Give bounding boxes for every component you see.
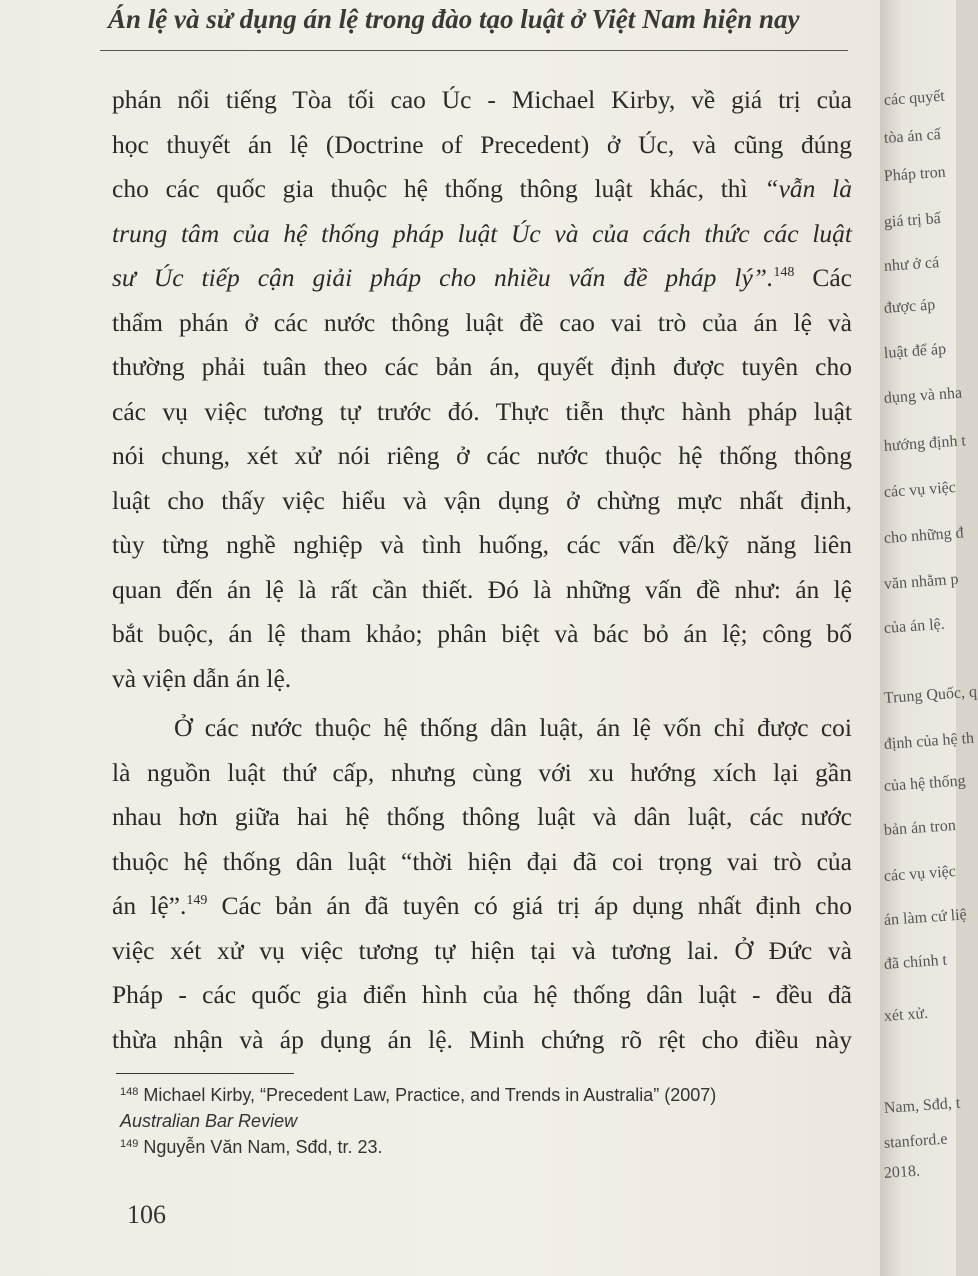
text-line: và viện dẫn án lệ. (112, 663, 292, 693)
right-page-edge (880, 0, 978, 1276)
right-page-fragment: các quyết (883, 87, 946, 109)
right-page-fragment: như ở cá (883, 254, 940, 275)
text-span: án lệ”. (112, 891, 187, 920)
footnote-ref-148: 148 (773, 265, 795, 280)
footnote-rule (116, 1073, 294, 1074)
footnote-number: 148 (120, 1086, 139, 1098)
footnote-148 (120, 1082, 856, 1108)
right-page-fragment: Pháp tron (883, 163, 947, 185)
text-line: luật cho thấy việc hiểu và vận dụng ở chừng mực nhất định, (112, 485, 852, 515)
text-line: phán nổi tiếng Tòa tối cao Úc - Michael Kirby, về giá trị của (112, 85, 852, 114)
text-line (112, 167, 852, 212)
right-page-fragment: Nam, Sđd, t (883, 1094, 961, 1117)
right-page-fragment: được áp (883, 296, 936, 317)
right-page-fragment: 2018. (883, 1162, 921, 1182)
right-page-fragment: bản án tron (883, 817, 957, 839)
right-page-fragment: các vụ việc (883, 863, 957, 885)
right-page-fragment: định của hệ th (883, 729, 975, 753)
right-page-fragment: Trung Quốc, q (883, 683, 978, 707)
text-line: học thuyết án lệ (Doctrine of Precedent) ở Úc, và cũng đúng (112, 129, 852, 159)
right-page-fragment: luật để áp (883, 340, 947, 362)
italic-quote-line: trung tâm của hệ thống pháp luật Úc và của cách thức các luật (112, 218, 852, 248)
right-page-fragment: của hệ thống (883, 772, 967, 795)
text-line: thẩm phán ở các nước thông luật đề cao vai trò của án lệ và (112, 307, 852, 337)
page-number: 106 (127, 1200, 166, 1229)
text-line: là nguồn luật thứ cấp, nhưng cùng với xu hướng xích lại gần (112, 757, 852, 787)
running-header: Án lệ và sử dụng án lệ trong đào tạo luật ở Việt Nam hiện nay (108, 4, 800, 34)
footnotes (120, 1082, 856, 1160)
footnote-number: 149 (120, 1138, 139, 1150)
text-line (112, 884, 852, 929)
right-page-fragment: xét xử. (883, 1004, 929, 1025)
footnote-148-journal: Australian Bar Review (120, 1111, 298, 1131)
text-line: việc xét xử vụ việc tương tự hiện tại và tương lai. Ở Đức và (112, 935, 852, 965)
text-span: Các bản án đã tuyên có giá trị áp dụng nhất định cho (207, 891, 852, 920)
right-page-fragment: hướng định t (883, 432, 967, 455)
footnote-text: Nguyễn Văn Nam, Sđd, tr. 23. (138, 1137, 383, 1157)
text-line: Ở các nước thuộc hệ thống dân luật, án lệ vốn chỉ được coi (174, 713, 852, 742)
text-line: bắt buộc, án lệ tham khảo; phân biệt và bác bỏ án lệ; công bố (112, 619, 852, 648)
text-line: các vụ việc tương tự trước đó. Thực tiễn thực hành pháp luật (112, 396, 852, 426)
text-line: tùy từng nghề nghiệp và tình huống, các vấn đề/kỹ năng liên (112, 530, 852, 559)
italic-quote: sư Úc tiếp cận giải pháp cho nhiều vấn đề pháp lý”. (112, 263, 774, 292)
footnote-text: Michael Kirby, “Precedent Law, Practice, and Trends in Australia” (2007) (138, 1085, 717, 1105)
right-page-fragment: giá trị bấ (883, 210, 942, 231)
right-page-fragment: stanford.e (883, 1130, 948, 1152)
text-line: thừa nhận và áp dụng án lệ. Minh chứng rõ rệt cho điều này (112, 1024, 852, 1054)
text-line: thường phải tuân theo các bản án, quyết định được tuyên cho (112, 352, 852, 381)
right-page-fragment: của án lệ. (883, 615, 946, 637)
text-line: nhau hơn giữa hai hệ thống thông luật và dân luật, các nước (112, 802, 852, 831)
body-text (112, 78, 852, 1062)
right-page-fragment: dụng và nha (883, 384, 963, 407)
italic-quote: “vẫn là (764, 174, 852, 203)
footnote-149 (120, 1134, 856, 1160)
right-page-fragment: các vụ việc (883, 479, 957, 501)
paragraph-1 (112, 78, 852, 701)
header-rule (100, 50, 848, 51)
paragraph-2 (112, 706, 852, 1062)
text-line: thuộc hệ thống dân luật “thời hiện đại đã coi trọng vai trò của (112, 846, 852, 876)
text-line (112, 256, 852, 301)
right-page-fragment: án làm cứ liệ (883, 906, 968, 929)
right-page-fragment: đã chính t (883, 951, 948, 973)
right-page-fragment: văn nhằm p (883, 570, 960, 593)
right-page-fragment: tòa án cấ (883, 126, 942, 147)
text-span: cho các quốc gia thuộc hệ thống thông luật khác, thì (112, 174, 765, 203)
text-line: Pháp - các quốc gia điển hình của hệ thống dân luật - đều đã (112, 980, 852, 1009)
text-line: nói chung, xét xử nói riêng ở các nước thuộc hệ thống thông (112, 441, 852, 470)
text-span: Các (794, 263, 852, 292)
text-line: quan đến án lệ là rất cần thiết. Đó là những vấn đề như: án lệ (112, 574, 852, 604)
right-page-fragment: cho những đ (883, 524, 965, 547)
footnote-ref-149: 149 (186, 893, 208, 908)
